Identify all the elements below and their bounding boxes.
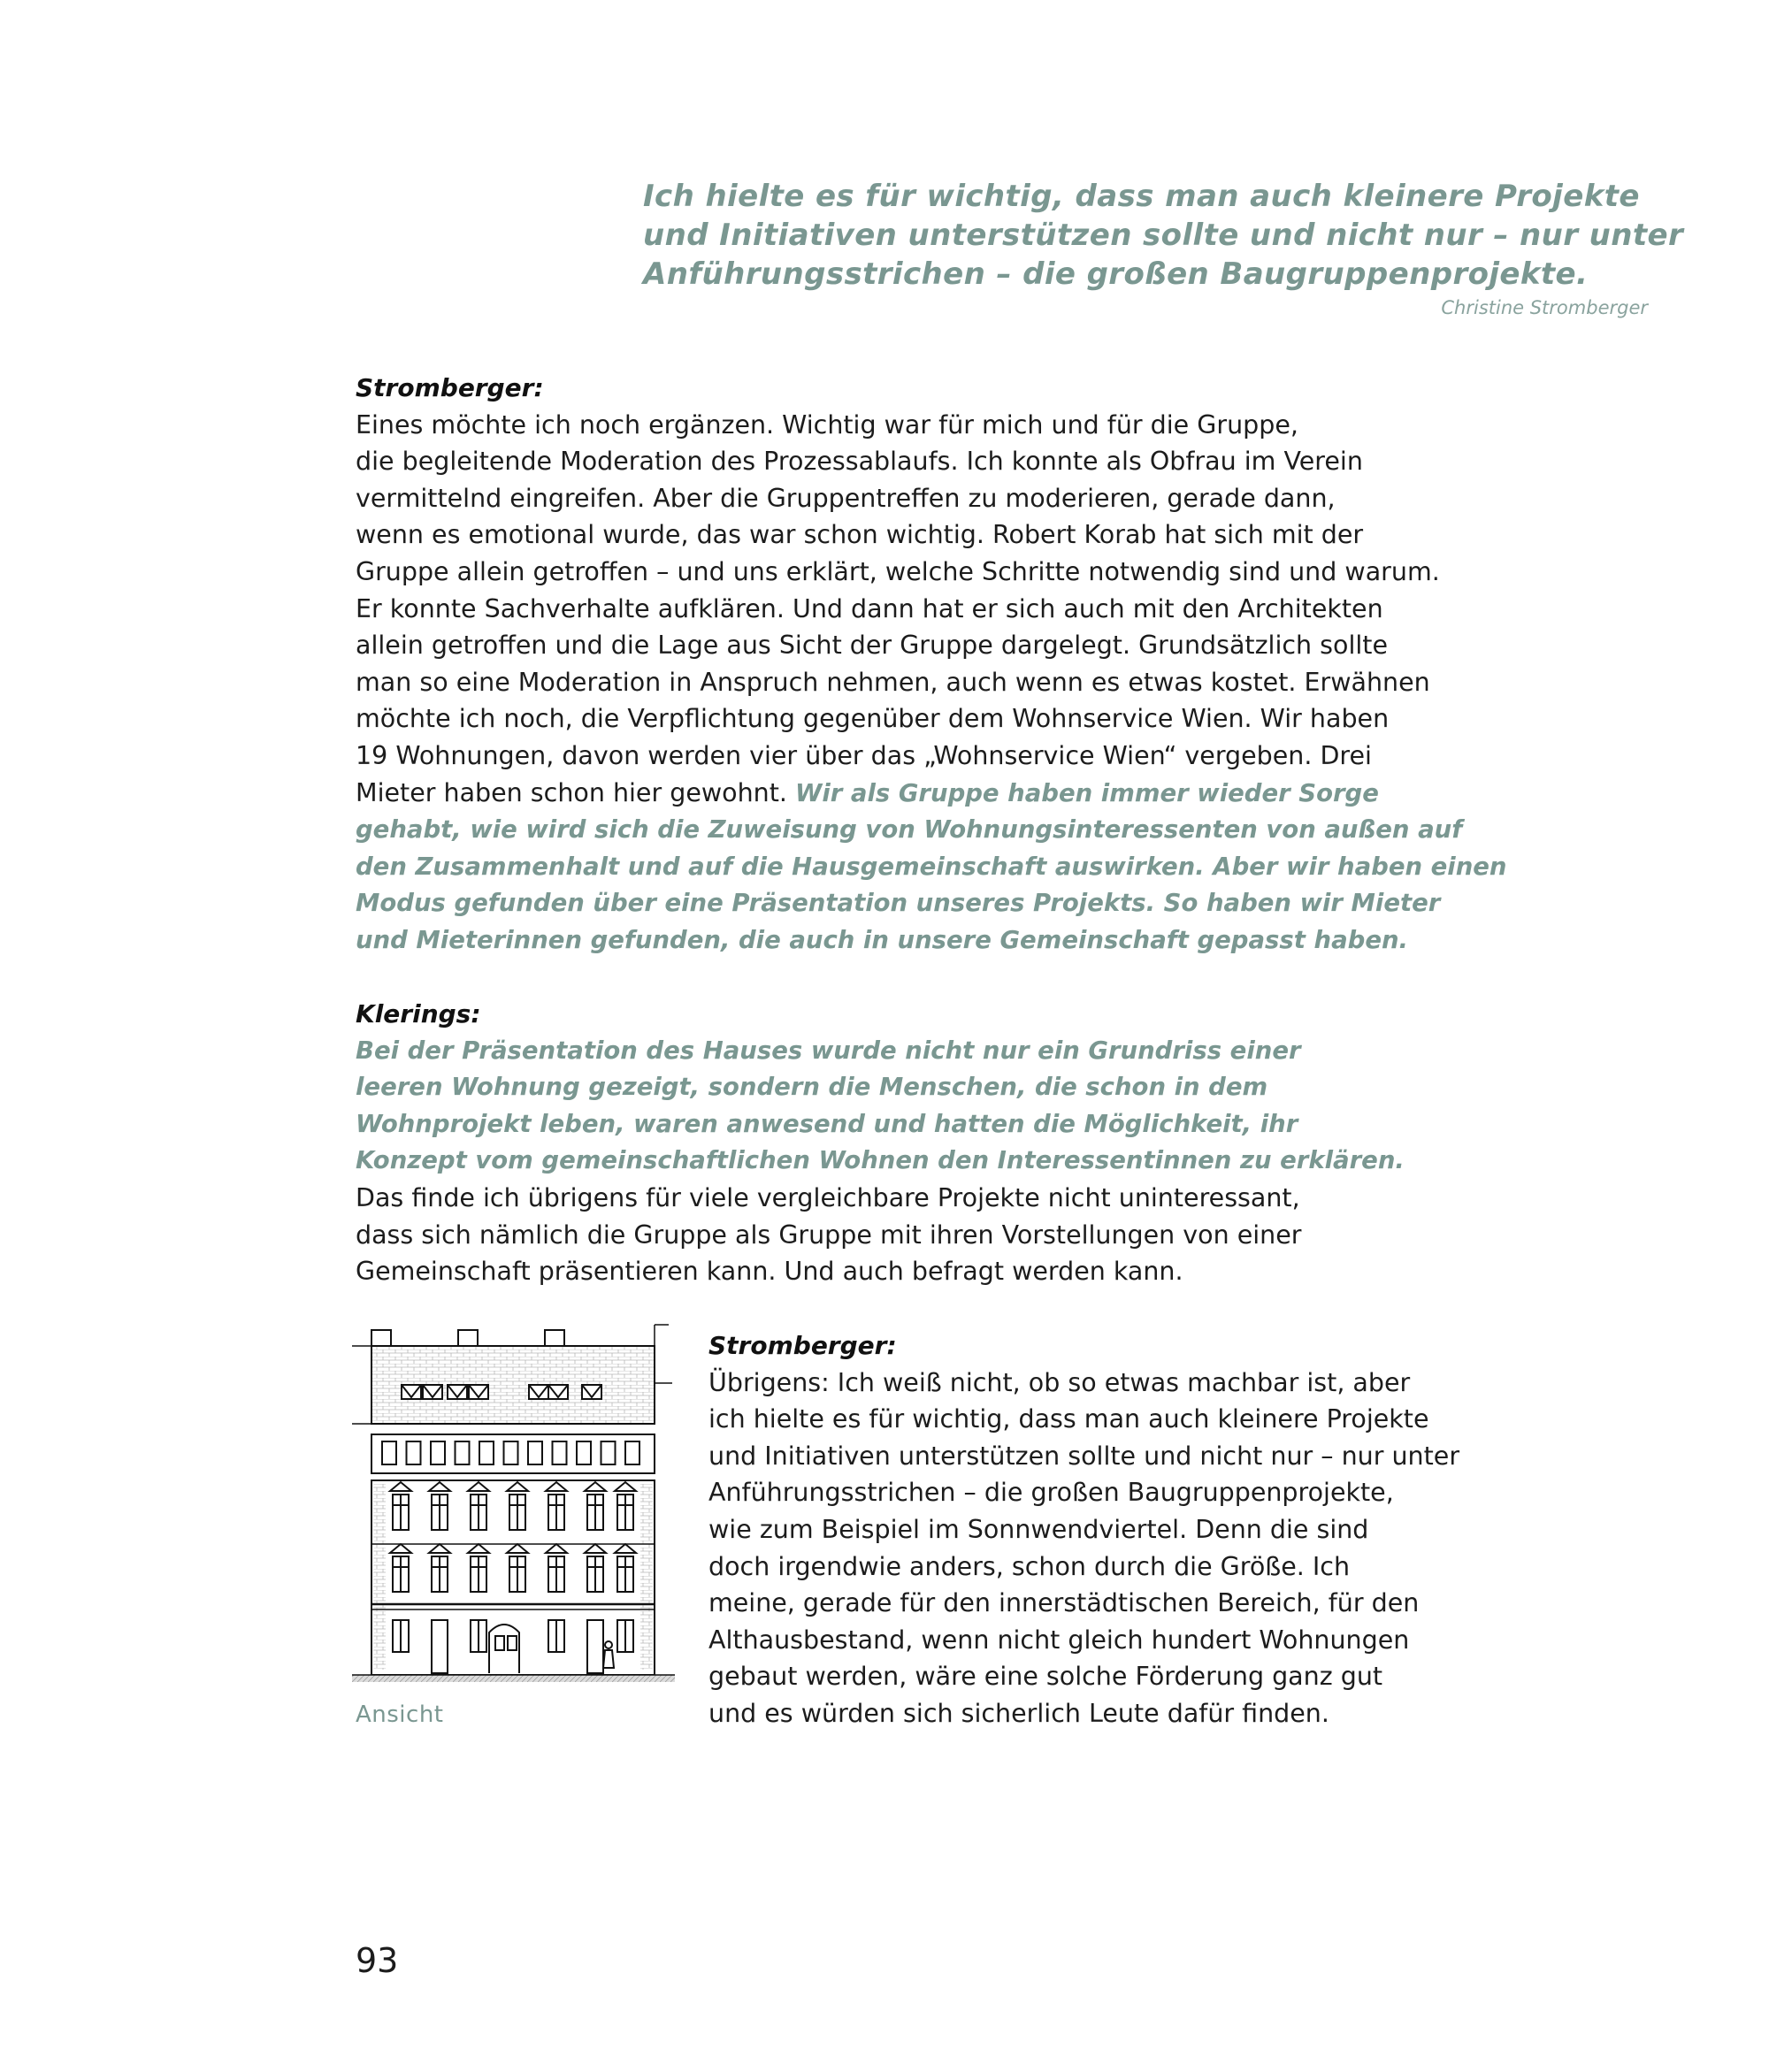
paragraph-line: und es würden sich sicherlich Leute dafür finden. [708, 1698, 1329, 1728]
attic-window [479, 1441, 494, 1464]
pull-quote-attribution: Christine Stromberger [1441, 297, 1648, 318]
attic-window [528, 1441, 542, 1464]
highlighted-line: und Mieterinnen gefunden, die auch in unsere Gemeinschaft gepasst haben. [356, 925, 1409, 954]
paragraph-line: Eines möchte ich noch ergänzen. Wichtig war für mich und für die Gruppe, [356, 409, 1298, 440]
paragraph-line: und Initiativen unterstützen sollte und nicht nur – nur unter [708, 1441, 1460, 1471]
highlighted-line: Konzept vom gemeinschaftlichen Wohnen den Interessentinnen zu erklären. [356, 1146, 1405, 1175]
person-figure-head [605, 1641, 612, 1648]
page-number: 93 [356, 1941, 399, 1980]
attic-window [407, 1441, 421, 1464]
attic-window [431, 1441, 445, 1464]
interview-section-stromberger-2 [708, 1327, 1505, 1732]
pull-quote-text [643, 177, 1684, 294]
paragraph-line: allein getroffen und die Lage aus Sicht der Gruppe dargelegt. Grundsätzlich sollte [356, 631, 1389, 661]
highlighted-line: gehabt, wie wird sich die Zuweisung von Wohnungsinteressenten von außen auf [356, 815, 1463, 845]
chimney [371, 1330, 391, 1346]
highlighted-line: Bei der Präsentation des Hauses wurde nicht nur ein Grundriss einer [356, 1036, 1301, 1065]
paragraph-line: Anführungsstrichen – die großen Baugruppenprojekte, [708, 1478, 1394, 1508]
paragraph-line: ich hielte es für wichtig, dass man auch kleinere Projekte [708, 1404, 1429, 1434]
shop-door [587, 1620, 603, 1673]
speaker-label: Stromberger: [356, 373, 544, 402]
paragraph-line: dass sich nämlich die Gruppe als Gruppe mit ihren Vorstellungen von einer [356, 1219, 1302, 1250]
paragraph-line: man so eine Moderation in Anspruch nehmen, auch wenn es etwas kostet. Erwähnen [356, 667, 1430, 697]
paragraph-line: Gruppe allein getroffen – und uns erklärt, welche Schritte notwendig sind und warum. [356, 556, 1440, 586]
paragraph-line: Althausbestand, wenn nicht gleich hundert Wohnungen [708, 1625, 1410, 1655]
paragraph-line: möchte ich noch, die Verpflichtung gegenüber dem Wohnservice Wien. Wir haben [356, 704, 1390, 734]
facade-svg [352, 1321, 675, 1701]
highlighted-line: Wohnprojekt leben, waren anwesend und hatten die Möglichkeit, ihr [356, 1109, 1298, 1138]
attic-window [577, 1441, 591, 1464]
plain-text: Mieter haben schon hier gewohnt. [356, 777, 796, 807]
chimney [458, 1330, 478, 1346]
pull-quote-line: Ich hielte es für wichtig, dass man auch kleinere Projekte [643, 179, 1640, 214]
paragraph-line: wenn es emotional wurde, das war schon wichtig. Robert Korab hat sich mit der [356, 520, 1364, 550]
paragraph-line: Gemeinschaft präsentieren kann. Und auch befragt werden kann. [356, 1257, 1183, 1287]
highlighted-line: leeren Wohnung gezeigt, sondern die Menschen, die schon in dem [356, 1073, 1268, 1102]
ground-line [352, 1675, 675, 1682]
pull-quote-line: und Initiativen unterstützen sollte und nicht nur – nur unter [643, 218, 1684, 253]
figure-caption: Ansicht [356, 1701, 444, 1728]
person-figure-body [603, 1650, 614, 1668]
pull-quote [643, 177, 1684, 318]
entrance-sidelight [495, 1636, 504, 1650]
paragraph-line: meine, gerade für den innerstädtischen Bereich, für den [708, 1588, 1420, 1618]
paragraph-line: Er konnte Sachverhalte aufklären. Und dann hat er sich auch mit den Architekten [356, 593, 1383, 623]
attic-window [601, 1441, 616, 1464]
chimney [545, 1330, 564, 1346]
paragraph-line: gebaut werden, wäre eine solche Förderung ganz gut [708, 1662, 1383, 1692]
paragraph-line: die begleitende Moderation des Prozessablaufs. Ich konnte als Obfrau im Verein [356, 447, 1363, 477]
paragraph-line: doch irgendwie anders, schon durch die Größe. Ich [708, 1551, 1351, 1581]
attic-window [504, 1441, 518, 1464]
speaker-label: Klerings: [356, 999, 481, 1028]
entrance-sidelight [508, 1636, 517, 1650]
highlighted-line: Modus gefunden über eine Präsentation unseres Projekts. So haben wir Mieter [356, 889, 1441, 918]
speaker-label: Stromberger: [708, 1331, 897, 1360]
building-elevation-drawing [352, 1321, 675, 1701]
paragraph-line: wie zum Beispiel im Sonnwendviertel. Denn die sind [708, 1514, 1369, 1544]
paragraph-line: vermittelnd eingreifen. Aber die Gruppentreffen zu moderieren, gerade dann, [356, 483, 1336, 513]
paragraph-line-mixed [356, 775, 1505, 813]
interview-section-stromberger-1 [356, 370, 1505, 960]
attic-window [382, 1441, 396, 1464]
paragraph-line: Übrigens: Ich weiß nicht, ob so etwas machbar ist, aber [708, 1367, 1411, 1397]
attic-window [553, 1441, 567, 1464]
shop-door [432, 1620, 448, 1673]
attic-window [456, 1441, 470, 1464]
interview-section-klerings [356, 996, 1505, 1290]
highlighted-line: den Zusammenhalt und auf die Hausgemeinschaft auswirken. Aber wir haben einen [356, 852, 1507, 881]
paragraph-line: Das finde ich übrigens für viele vergleichbare Projekte nicht uninteressant, [356, 1182, 1300, 1212]
highlighted-text: Wir als Gruppe haben immer wieder Sorge [795, 778, 1379, 807]
paragraph-line: 19 Wohnungen, davon werden vier über das „Wohnservice Wien“ vergeben. Drei [356, 740, 1372, 770]
attic-window [625, 1441, 639, 1464]
pull-quote-line: Anführungsstrichen – die großen Baugruppenprojekte. [643, 256, 1589, 292]
